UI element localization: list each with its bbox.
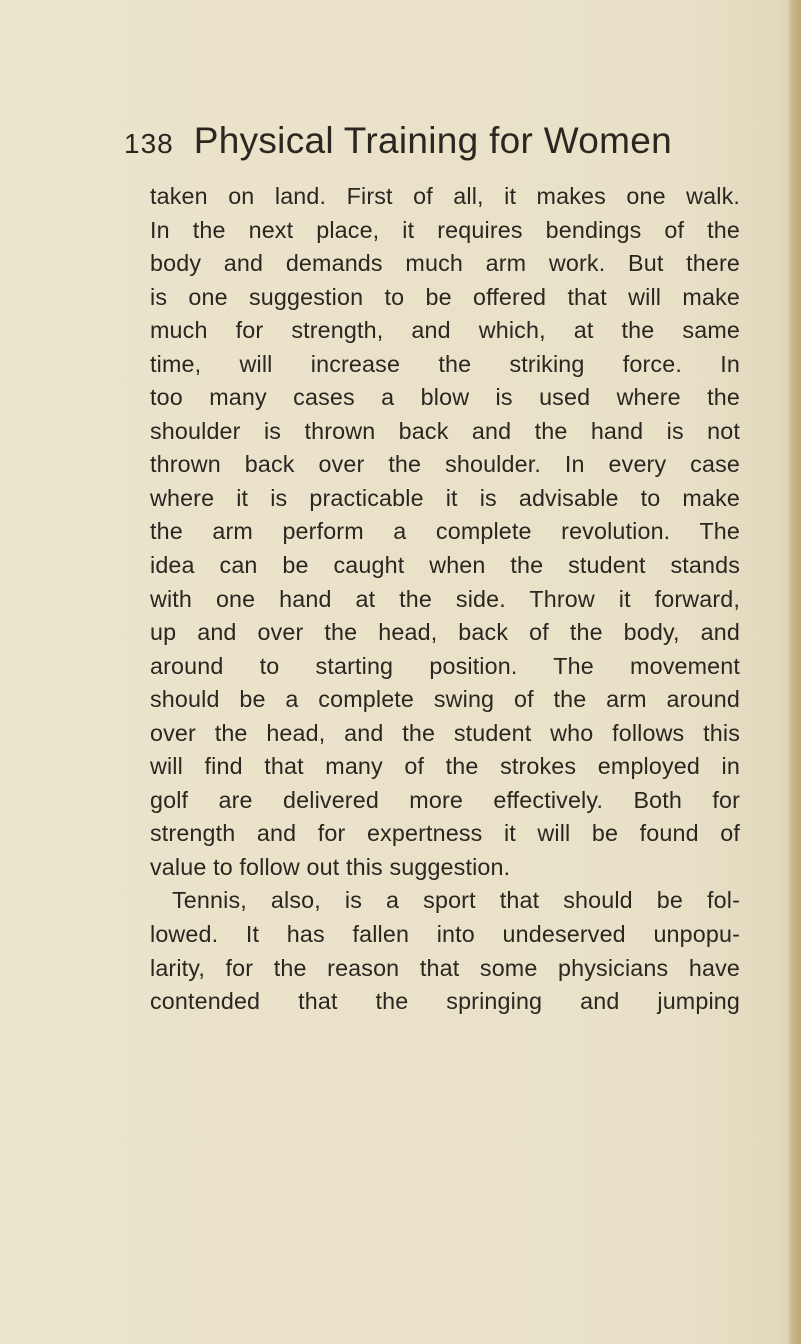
text-line: golf are delivered more effectively. Both for — [150, 786, 740, 813]
text-line: taken on land. First of all, it makes one walk. — [150, 183, 740, 209]
text-line: the arm perform a complete revolution. The — [150, 518, 740, 545]
text-line: up and over the head, back of the body, and — [150, 619, 740, 646]
text-line: strength and for expertness it will be found of — [150, 820, 740, 847]
text-line: larity, for the reason that some physicians have — [150, 954, 740, 981]
text-line: too many cases a blow is used where the — [150, 384, 740, 411]
text-line: is one suggestion to be offered that will make — [150, 283, 740, 310]
text-line: where it is practicable it is advisable to make — [150, 484, 740, 511]
text-line: body and demands much arm work. But there — [150, 250, 740, 277]
text-line: thrown back over the shoulder. In every case — [150, 451, 740, 478]
running-title: Physical Training for Women — [193, 120, 673, 161]
text-line: In the next place, it requires bendings of the — [150, 216, 740, 243]
text-line: should be a complete swing of the arm around — [150, 686, 740, 713]
page-edge — [787, 0, 801, 1344]
page-number: 138 — [124, 128, 174, 159]
body-text — [150, 180, 740, 1019]
text-line: Tennis, also, is a sport that should be fol- — [172, 887, 740, 914]
text-line: lowed. It has fallen into undeserved unpopu- — [150, 921, 740, 948]
text-line: value to follow out this suggestion. — [150, 853, 511, 880]
running-head — [124, 120, 744, 180]
text-line: much for strength, and which, at the same — [150, 317, 740, 344]
text-line: around to starting position. The movement — [150, 652, 740, 679]
text-line: with one hand at the side. Throw it forward, — [150, 585, 740, 612]
text-line: will find that many of the strokes employed in — [150, 753, 740, 780]
text-line: shoulder is thrown back and the hand is not — [150, 417, 740, 444]
text-line: contended that the springing and jumping — [150, 988, 740, 1015]
text-line: idea can be caught when the student stands — [150, 552, 740, 579]
text-line: over the head, and the student who follows this — [150, 719, 740, 746]
text-line: time, will increase the striking force. In — [150, 350, 740, 377]
